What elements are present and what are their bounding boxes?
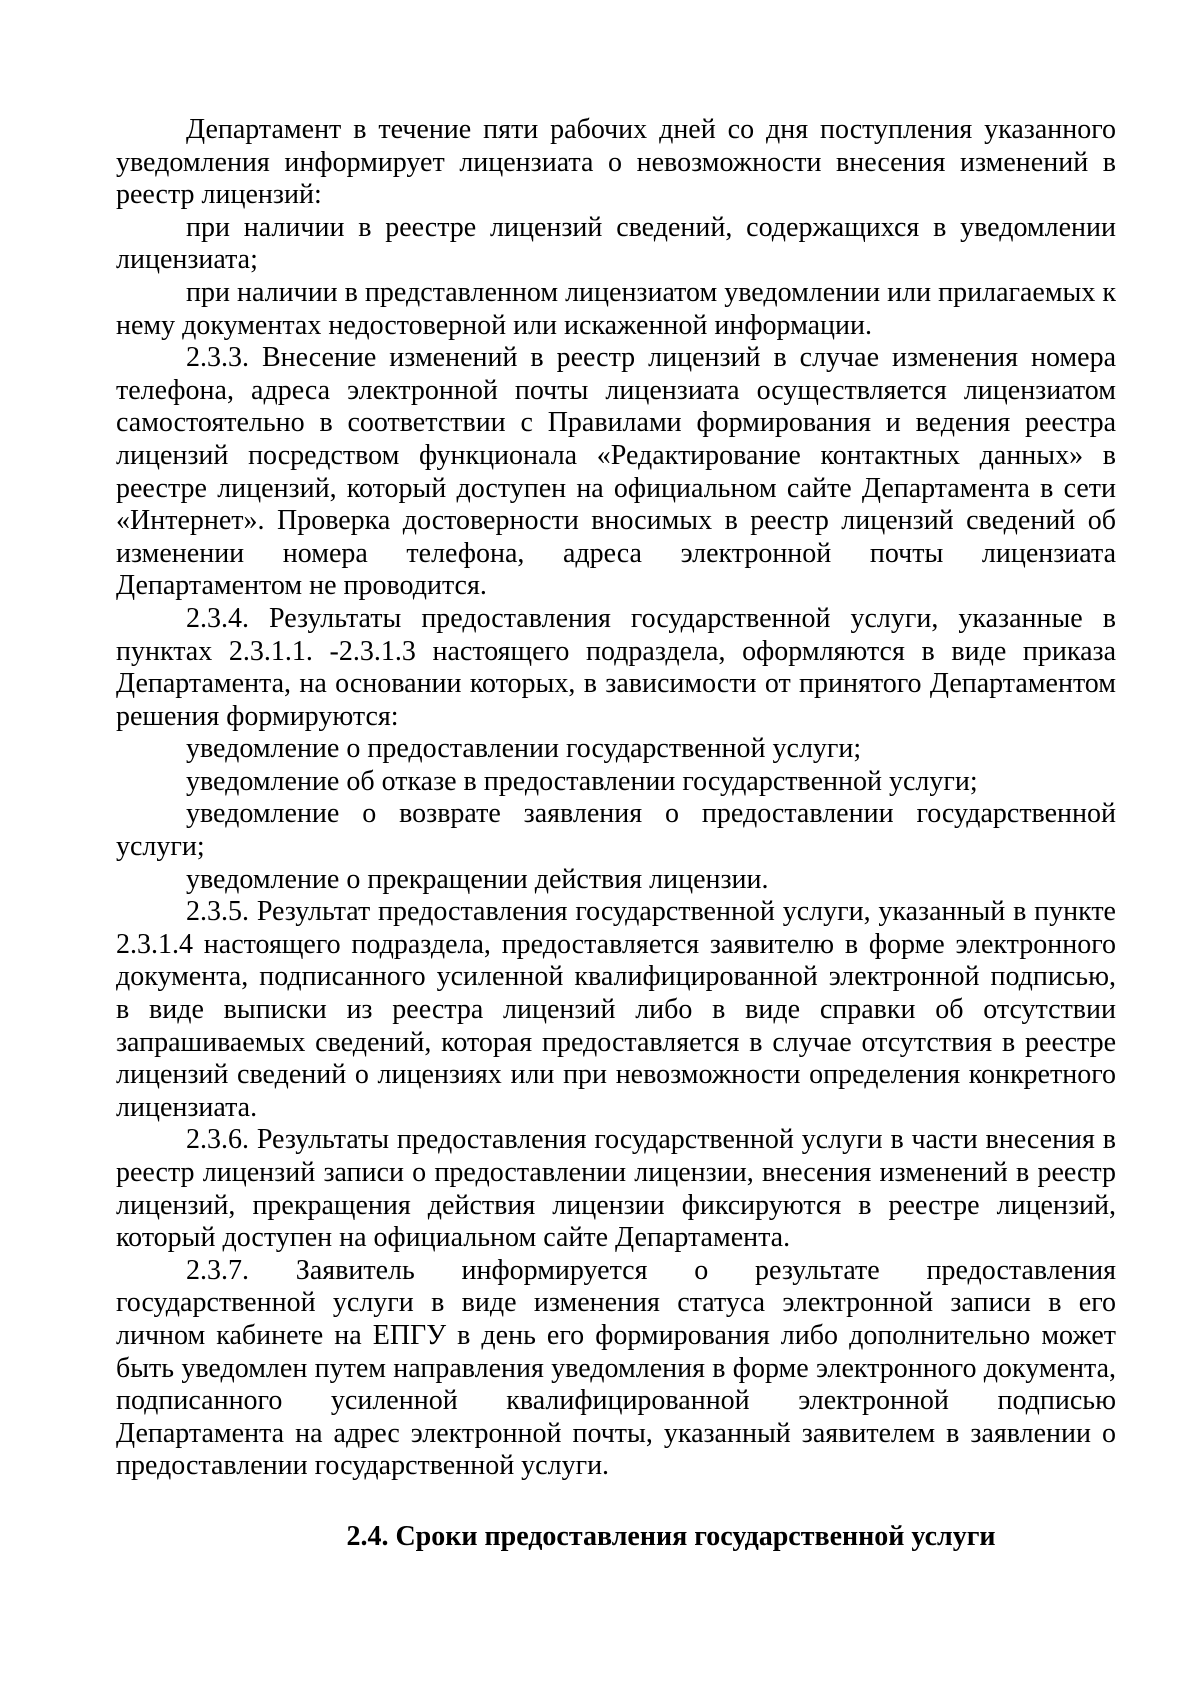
paragraph-condition-false-info: при наличии в представленном лицензиатом уведомлении или прилагаемых к нему документах недостоверной или искаженной информации. [116,276,1116,341]
paragraph-notice-return: уведомление о возврате заявления о предоставлении государственной услуги; [116,798,1116,863]
paragraph-notice-provision: уведомление о предоставлении государственной услуги; [186,733,862,765]
paragraph-notice-termination: уведомление о прекращении действия лицензии. [186,863,769,895]
paragraph-2-3-4: 2.3.4. Результаты предоставления государственной услуги, указанные в пунктах 2.3.1.1. -2.3.1.3 настоящего подраздела, оформляются в виде приказа Департамента, на основании которых, в зависимости от принятого Департаментом решения формируются: [116,602,1116,732]
paragraph-department-notification: Департамент в течение пяти рабочих дней со дня поступления указанного уведомления информирует лицензиата о невозможности внесения изменений в реестр лицензий: [116,114,1116,211]
paragraph-2-3-7: 2.3.7. Заявитель информируется о результате предоставления государственной услуги в виде изменения статуса электронной записи в его личном кабинете на ЕПГУ в день его формирования либо дополнительно может быть уведомлен путем направления уведомления в форме электронного документа, подписанного усиленной квалифицированной электронной подписью Департамента на адрес электронной почты, указанный заявителем в заявлении о предоставлении государственной услуги. [116,1254,1116,1482]
section-heading-2-4: 2.4. Сроки предоставления государственной услуги [346,1520,996,1552]
paragraph-2-3-3: 2.3.3. Внесение изменений в реестр лицензий в случае изменения номера телефона, адреса электронной почты лицензиата осуществляется лицензиатом самостоятельно в соответствии с Правилами формирования и ведения реестра лицензий посредством функционала «Редактирование контактных данных» в реестре лицензий, который доступен на официальном сайте Департамента в сети «Интернет». Проверка достоверности вносимых в реестр лицензий сведений об изменении номера телефона, адреса электронной почты лицензиата Департаментом не проводится. [116,342,1116,602]
paragraph-condition-existing-data: при наличии в реестре лицензий сведений, содержащихся в уведомлении лицензиата; [116,211,1116,276]
paragraph-notice-refusal: уведомление об отказе в предоставлении государственной услуги; [186,765,978,797]
document-page [116,114,1116,1554]
paragraph-2-3-5: 2.3.5. Результат предоставления государственной услуги, указанный в пункте 2.3.1.4 настоящего подраздела, предоставляется заявителю в форме электронного документа, подписанного усиленной квалифицированной электронной подписью, в виде выписки из реестра лицензий либо в виде справки об отсутствии запрашиваемых сведений, которая предоставляется в случае отсутствия в реестре лицензий сведений о лицензиях или при невозможности определения конкретного лицензиата. [116,896,1116,1123]
paragraph-2-3-6: 2.3.6. Результаты предоставления государственной услуги в части внесения в реестр лицензий записи о предоставлении лицензии, внесения изменений в реестр лицензий, прекращения действия лицензии фиксируются в реестре лицензий, который доступен на официальном сайте Департамента. [116,1124,1116,1254]
